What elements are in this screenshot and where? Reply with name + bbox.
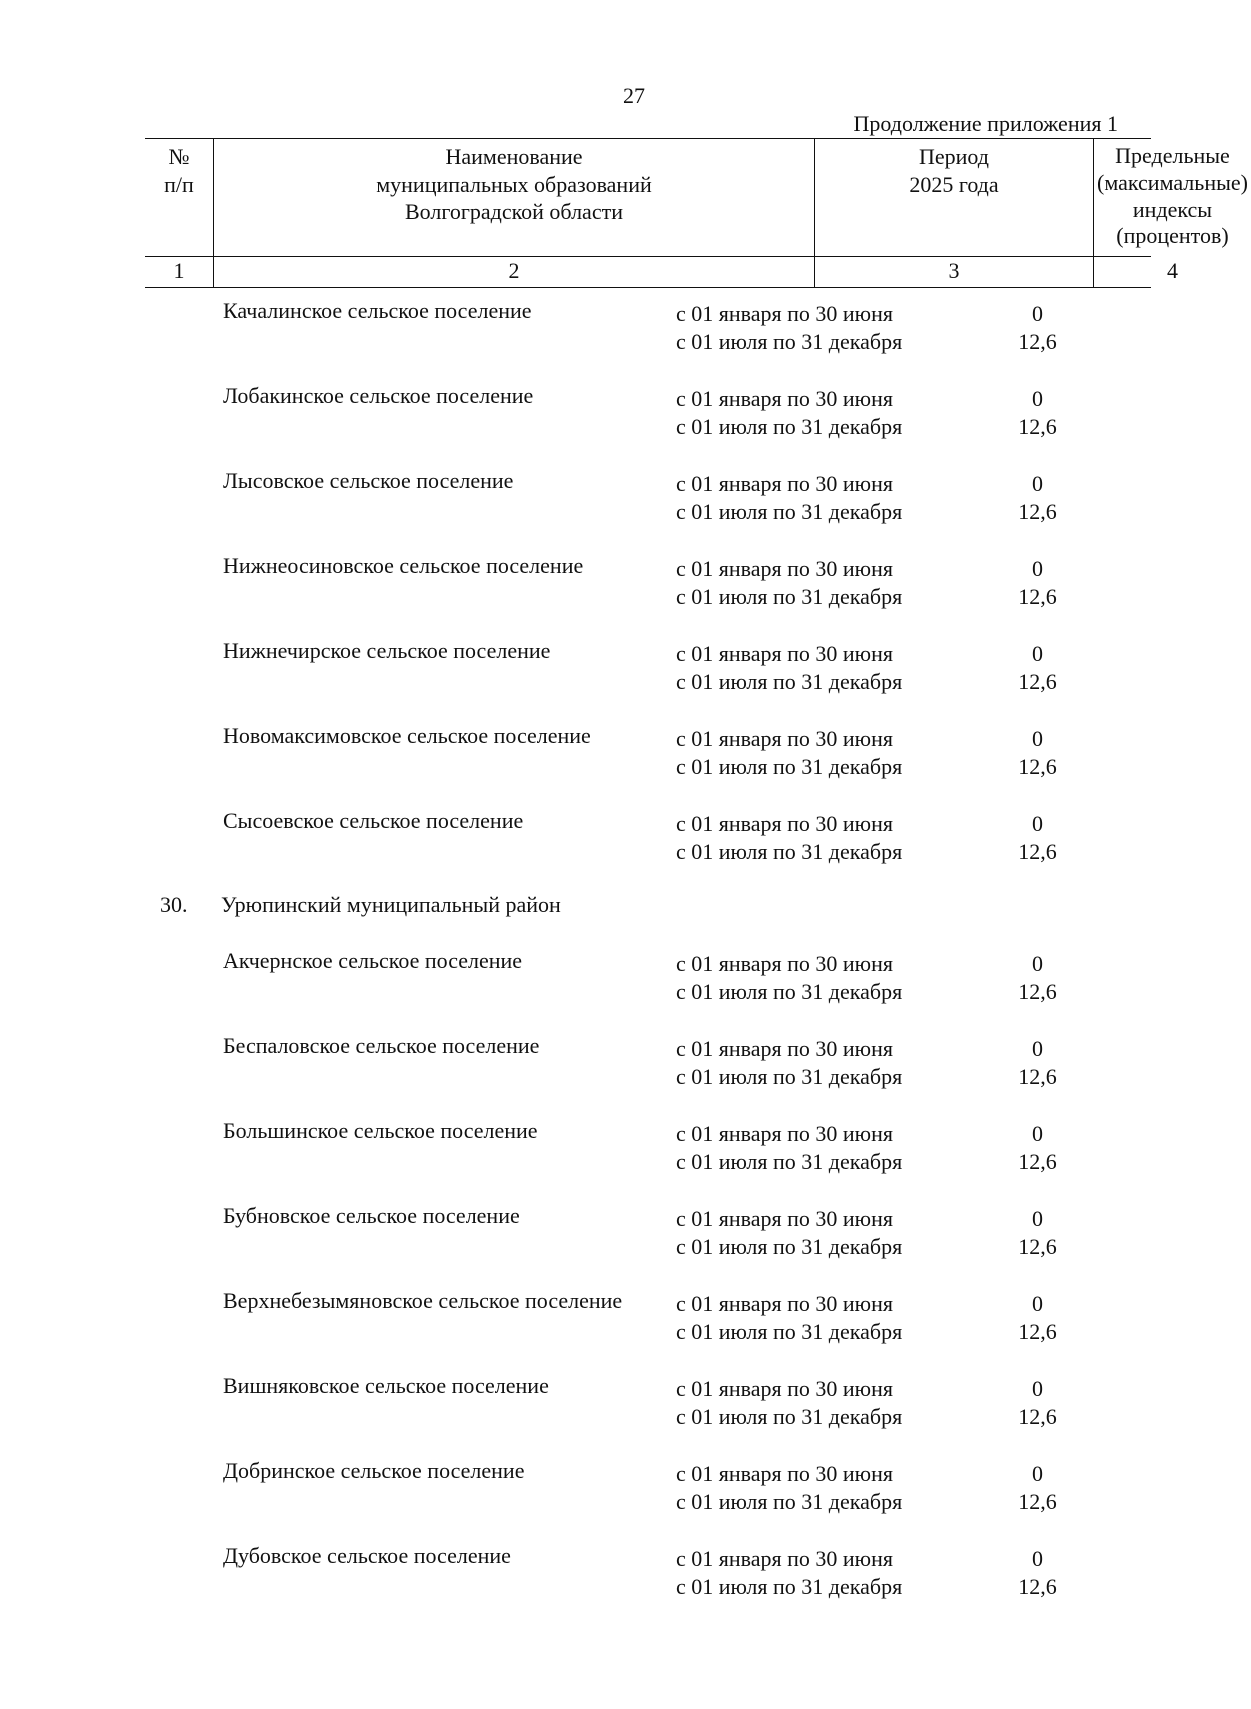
table-row — [0, 467, 1200, 527]
period-second-half: с 01 июля по 31 декабря — [676, 499, 903, 524]
table-row — [0, 382, 1200, 442]
period-second-half: с 01 июля по 31 декабря — [676, 1064, 903, 1089]
index-first-half: 0 — [1032, 1291, 1043, 1316]
period-first-half: с 01 января по 30 июня — [676, 1036, 894, 1061]
period-first-half: с 01 января по 30 июня — [676, 1206, 894, 1231]
index-second-half: 12,6 — [1018, 1234, 1057, 1259]
period-first-half: с 01 января по 30 июня — [676, 471, 894, 496]
index-second-half: 12,6 — [1018, 499, 1057, 524]
index-first-half: 0 — [1032, 811, 1043, 836]
column-number: 4 — [1167, 258, 1178, 283]
column-number: 1 — [173, 258, 185, 283]
continuation-label: Продолжение приложения 1 — [853, 111, 1118, 136]
index-first-half: 0 — [1032, 471, 1043, 496]
period-first-half: с 01 января по 30 июня — [676, 1546, 894, 1571]
header-text: п/п — [164, 171, 194, 197]
period-second-half: с 01 июля по 31 декабря — [676, 1489, 903, 1514]
index-first-half: 0 — [1032, 1121, 1043, 1146]
index-second-half: 12,6 — [1018, 1574, 1057, 1599]
index-second-half: 12,6 — [1018, 329, 1057, 354]
table-row — [0, 1287, 1200, 1347]
settlement-name: Добринское сельское поселение — [223, 1458, 525, 1483]
period-first-half: с 01 января по 30 июня — [676, 1461, 894, 1486]
period-second-half: с 01 июля по 31 декабря — [676, 1404, 903, 1429]
settlement-name: Сысоевское сельское поселение — [223, 808, 524, 833]
settlement-name: Бубновское сельское поселение — [223, 1203, 520, 1228]
table-row — [0, 637, 1200, 697]
header-text: (процентов) — [1116, 223, 1229, 249]
period-first-half: с 01 января по 30 июня — [676, 1376, 894, 1401]
table-row — [0, 947, 1200, 1007]
table-row — [0, 1542, 1200, 1602]
index-second-half: 12,6 — [1018, 1404, 1057, 1429]
period-second-half: с 01 июля по 31 декабря — [676, 414, 903, 439]
header-text: № — [168, 144, 190, 169]
period-first-half: с 01 января по 30 июня — [676, 726, 894, 751]
index-first-half: 0 — [1032, 1206, 1043, 1231]
period-first-half: с 01 января по 30 июня — [676, 641, 894, 666]
settlement-name: Акчернское сельское поселение — [223, 948, 523, 973]
header-col-name — [214, 139, 814, 256]
index-first-half: 0 — [1032, 1036, 1043, 1061]
index-second-half: 12,6 — [1018, 979, 1057, 1004]
table-row — [0, 1032, 1200, 1092]
settlement-name: Качалинское сельское поселение — [223, 298, 532, 323]
table-row — [0, 807, 1200, 867]
period-second-half: с 01 июля по 31 декабря — [676, 839, 903, 864]
index-second-half: 12,6 — [1018, 839, 1057, 864]
period-first-half: с 01 января по 30 июня — [676, 301, 894, 326]
header-col-number — [145, 139, 213, 256]
table-row — [0, 1457, 1200, 1517]
period-first-half: с 01 января по 30 июня — [676, 1121, 894, 1146]
period-second-half: с 01 июля по 31 декабря — [676, 1234, 903, 1259]
header-text: муниципальных образований — [376, 171, 652, 197]
table-row — [0, 1117, 1200, 1177]
settlement-name: Верхнебезымяновское сельское поселение — [223, 1288, 623, 1313]
period-first-half: с 01 января по 30 июня — [676, 1291, 894, 1316]
period-second-half: с 01 июля по 31 декабря — [676, 1149, 903, 1174]
period-first-half: с 01 января по 30 июня — [676, 951, 894, 976]
index-second-half: 12,6 — [1018, 1064, 1057, 1089]
settlement-name: Нижнечирское сельское поселение — [223, 638, 551, 663]
period-second-half: с 01 июля по 31 декабря — [676, 1319, 903, 1344]
index-first-half: 0 — [1032, 1376, 1043, 1401]
settlement-name: Беспаловское сельское поселение — [223, 1033, 540, 1058]
district-name: Урюпинский муниципальный район — [221, 892, 561, 917]
header-col-period — [815, 139, 1093, 256]
header-text: Волгоградской области — [405, 199, 623, 224]
header-text: (максимальные) — [1097, 169, 1248, 195]
period-second-half: с 01 июля по 31 декабря — [676, 979, 903, 1004]
index-first-half: 0 — [1032, 301, 1043, 326]
table-row — [0, 722, 1200, 782]
period-first-half: с 01 января по 30 июня — [676, 386, 894, 411]
period-second-half: с 01 июля по 31 декабря — [676, 329, 903, 354]
header-text: Наименование — [445, 144, 583, 169]
settlement-name: Лобакинское сельское поселение — [223, 383, 534, 408]
index-first-half: 0 — [1032, 556, 1043, 581]
index-first-half: 0 — [1032, 386, 1043, 411]
period-first-half: с 01 января по 30 июня — [676, 811, 894, 836]
settlement-name: Большинское сельское поселение — [223, 1118, 538, 1143]
index-first-half: 0 — [1032, 641, 1043, 666]
index-second-half: 12,6 — [1018, 1319, 1057, 1344]
period-second-half: с 01 июля по 31 декабря — [676, 669, 903, 694]
header-col-index — [1094, 139, 1251, 256]
table-row — [0, 552, 1200, 612]
column-number: 2 — [508, 258, 520, 283]
index-second-half: 12,6 — [1018, 1489, 1057, 1514]
table-row — [0, 1202, 1200, 1262]
settlement-name: Вишняковское сельское поселение — [223, 1373, 549, 1398]
period-second-half: с 01 июля по 31 декабря — [676, 584, 903, 609]
index-second-half: 12,6 — [1018, 414, 1057, 439]
index-second-half: 12,6 — [1018, 1149, 1057, 1174]
district-number: 30. — [160, 892, 188, 917]
index-second-half: 12,6 — [1018, 584, 1057, 609]
settlement-name: Лысовское сельское поселение — [223, 468, 514, 493]
header-text: индексы — [1132, 196, 1213, 222]
settlement-name: Дубовское сельское поселение — [223, 1543, 511, 1568]
table-row — [0, 297, 1200, 357]
column-number: 3 — [948, 258, 960, 283]
period-second-half: с 01 июля по 31 декабря — [676, 754, 903, 779]
index-first-half: 0 — [1032, 1546, 1043, 1571]
index-first-half: 0 — [1032, 726, 1043, 751]
index-second-half: 12,6 — [1018, 754, 1057, 779]
table-row — [0, 1372, 1200, 1432]
period-second-half: с 01 июля по 31 декабря — [676, 1574, 903, 1599]
index-first-half: 0 — [1032, 1461, 1043, 1486]
header-text: Период — [919, 144, 989, 169]
header-text: 2025 года — [909, 171, 999, 197]
table-header — [145, 138, 1248, 288]
page-number: 27 — [623, 83, 645, 108]
settlement-name: Новомаксимовское сельское поселение — [223, 723, 591, 748]
settlement-name: Нижнеосиновское сельское поселение — [223, 553, 584, 578]
index-second-half: 12,6 — [1018, 669, 1057, 694]
header-text: Предельные — [1115, 143, 1230, 168]
period-first-half: с 01 января по 30 июня — [676, 556, 894, 581]
index-first-half: 0 — [1032, 951, 1043, 976]
